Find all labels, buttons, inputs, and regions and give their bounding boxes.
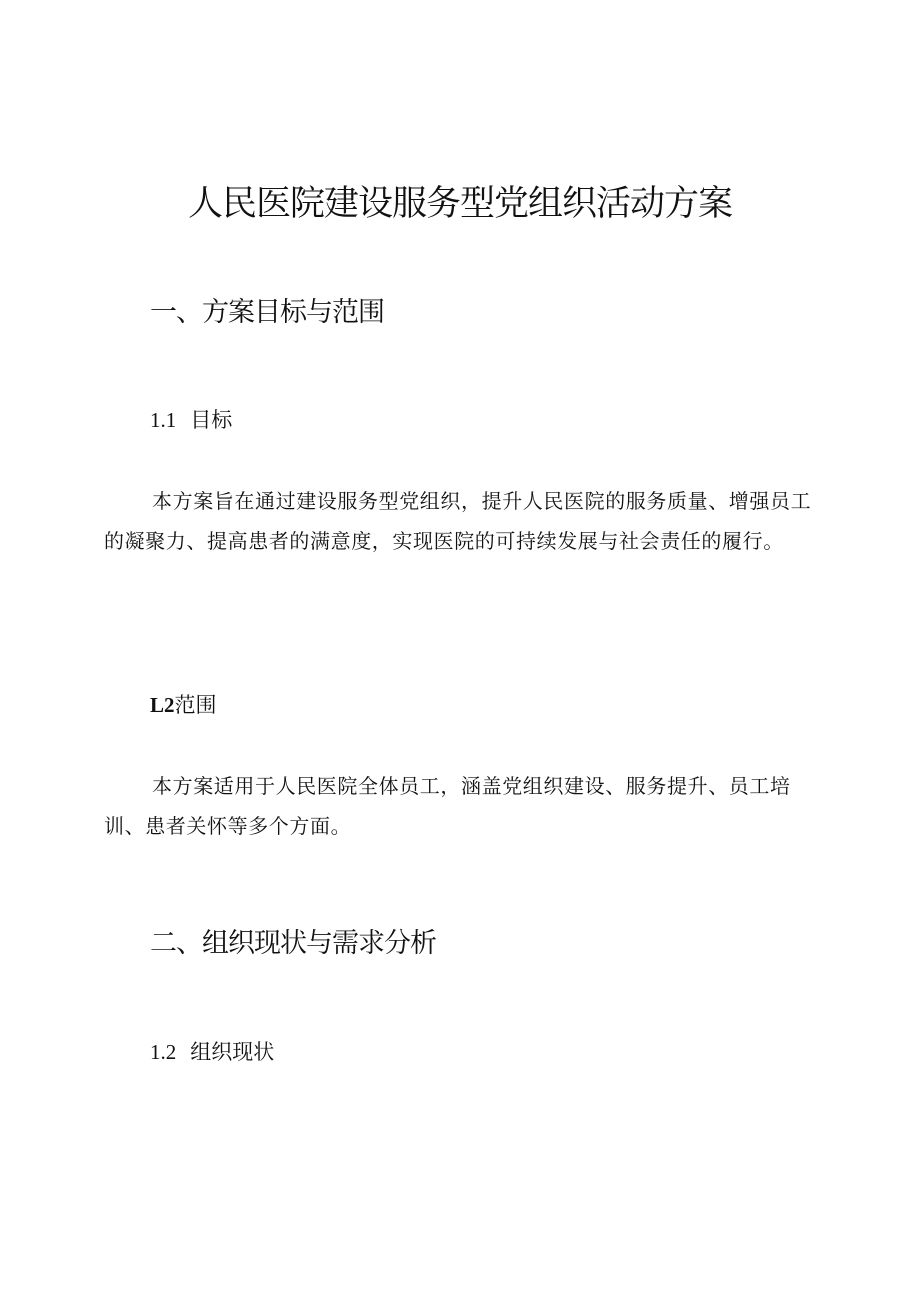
scope-paragraph: 本方案适用于人民医院全体员工，涵盖党组织建设、服务提升、员工培训、患者关怀等多个方面。 bbox=[104, 774, 791, 838]
subsection-label: 组织现状 bbox=[190, 1040, 275, 1064]
goal-paragraph: 本方案旨在通过建设服务型党组织，提升人民医院的服务质量、增强员工的凝聚力、提高患者的满意度，实现医院的可持续发展与社会责任的履行。 bbox=[104, 489, 812, 553]
subsection-label: 范围 bbox=[174, 693, 217, 717]
subsection-number: 1.1 bbox=[150, 408, 177, 432]
subsection-1-2-heading bbox=[150, 689, 217, 721]
document-title: 人民医院建设服务型党组织活动方案 bbox=[187, 184, 732, 224]
subsection-label: 目标 bbox=[190, 408, 233, 432]
subsection-number: 1.2 bbox=[150, 1040, 177, 1064]
subsection-number: L2 bbox=[150, 693, 175, 717]
subsection-1-1-heading bbox=[150, 404, 232, 436]
section-1-heading: 一、方案目标与范围 bbox=[150, 297, 384, 328]
subsection-2-1-heading bbox=[150, 1036, 274, 1068]
section-2-heading: 二、组织现状与需求分析 bbox=[150, 928, 436, 959]
